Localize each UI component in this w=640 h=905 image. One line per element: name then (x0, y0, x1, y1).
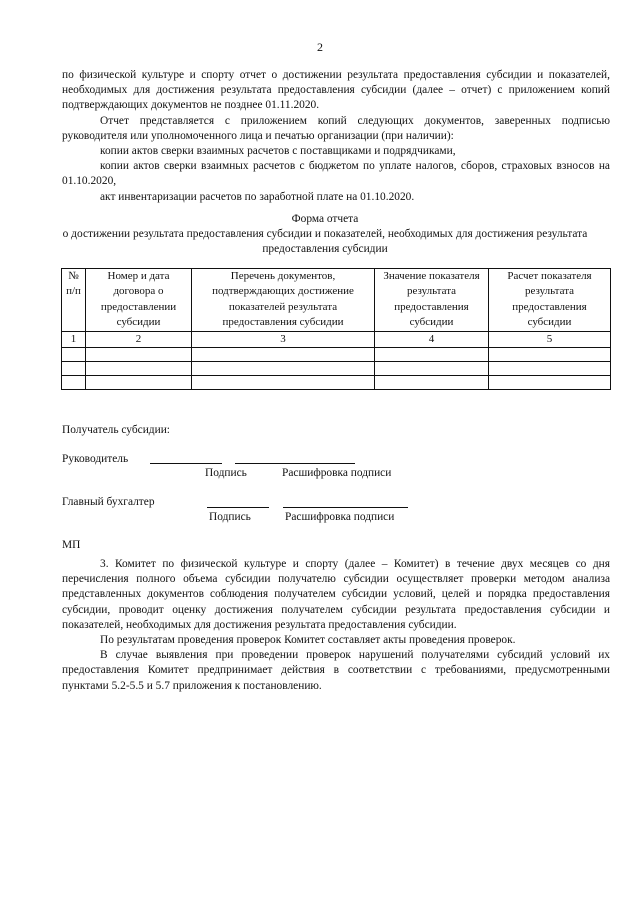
document-item-3: акт инвентаризации расчетов по заработной плате на 01.10.2020. (100, 190, 415, 203)
intro-paragraph: по физической культуре и спорту отчет о достижении результата предоставления субсидии и показателей, необходимых для достижения результата предоставления субсидии (далее – отчет) с приложением копий подтверждающих документов не позднее 01.11.2020. (62, 69, 610, 112)
column-number: 1 (62, 331, 86, 347)
column-number: 4 (375, 331, 489, 347)
page-number: 2 (317, 40, 323, 54)
accountant-signature-caption: Подпись (209, 511, 251, 523)
form-title: Форма отчета (291, 213, 359, 225)
accountant-decode-line (283, 507, 408, 508)
column-number: 5 (489, 331, 611, 347)
header-number: № п/п (62, 269, 86, 332)
header-documents: Перечень документов, подтверждающих достижение показателей результата предоставления субсидии (192, 269, 375, 332)
chief-accountant-label: Главный бухгалтер (62, 496, 155, 508)
head-decode-caption: Расшифровка подписи (282, 467, 392, 479)
head-signature-caption: Подпись (205, 467, 247, 479)
table-header-row (62, 269, 611, 332)
paragraph-5: В случае выявления при проведении проверок нарушений получателями субсидий условий их предоставления Комитет предпринимает действия в соответствии с требованиями, предусмотренными пунктами 5.2-5.5 и 5.7 приложения к постановлению. (62, 649, 610, 692)
stamp-label: МП (62, 539, 81, 551)
paragraph-3: 3. Комитет по физической культуре и спорту (далее – Комитет) в течение двух месяцев со дня перечисления полного объема субсидии получателю субсидии осуществляет проверки методом анализа представленных документов соблюдения получателем субсидии условий, целей и порядка предоставления субсидии, проводит оценку достижения получателем субсидии результата предоставления субсидии и показателей, необходимых для достижения результата предоставления субсидии. (62, 558, 610, 631)
intro-section (62, 68, 610, 205)
table-row (62, 362, 611, 376)
table-row (62, 376, 611, 390)
document-item-1: копии актов сверки взаимных расчетов с поставщиками и подрядчиками, (100, 145, 456, 158)
column-number: 3 (192, 331, 375, 347)
verification-section (62, 557, 610, 694)
head-signature-line (150, 463, 222, 464)
column-number: 2 (86, 331, 192, 347)
recipient-label: Получатель субсидии: (62, 424, 170, 436)
form-subtitle: о достижении результата предоставления субсидии и показателей, необходимых для достижения результата предоставления субсидии (62, 228, 588, 256)
head-decode-line (235, 463, 355, 464)
table-number-row (62, 331, 611, 347)
header-contract: Номер и дата договора о предоставлении субсидии (86, 269, 192, 332)
table-row (62, 348, 611, 362)
paragraph-4: По результатам проведения проверок Комитет составляет акты проведения проверок. (100, 634, 516, 647)
accountant-signature-line (207, 507, 269, 508)
document-item-2: копии актов сверки взаимных расчетов с бюджетом по уплате налогов, сборов, страховых взносов на 01.10.2020, (62, 160, 610, 188)
header-indicator-calc: Расчет показателя результата предоставления субсидии (489, 269, 611, 332)
report-form-table (61, 268, 611, 390)
accountant-decode-caption: Расшифровка подписи (285, 511, 395, 523)
documents-paragraph: Отчет представляется с приложением копий следующих документов, заверенных подписью руководителя или уполномоченного лица и печатью организации (при наличии): (62, 114, 610, 142)
header-indicator-value: Значение показателя результата предоставления субсидии (375, 269, 489, 332)
form-heading (40, 212, 610, 258)
head-label: Руководитель (62, 453, 129, 465)
